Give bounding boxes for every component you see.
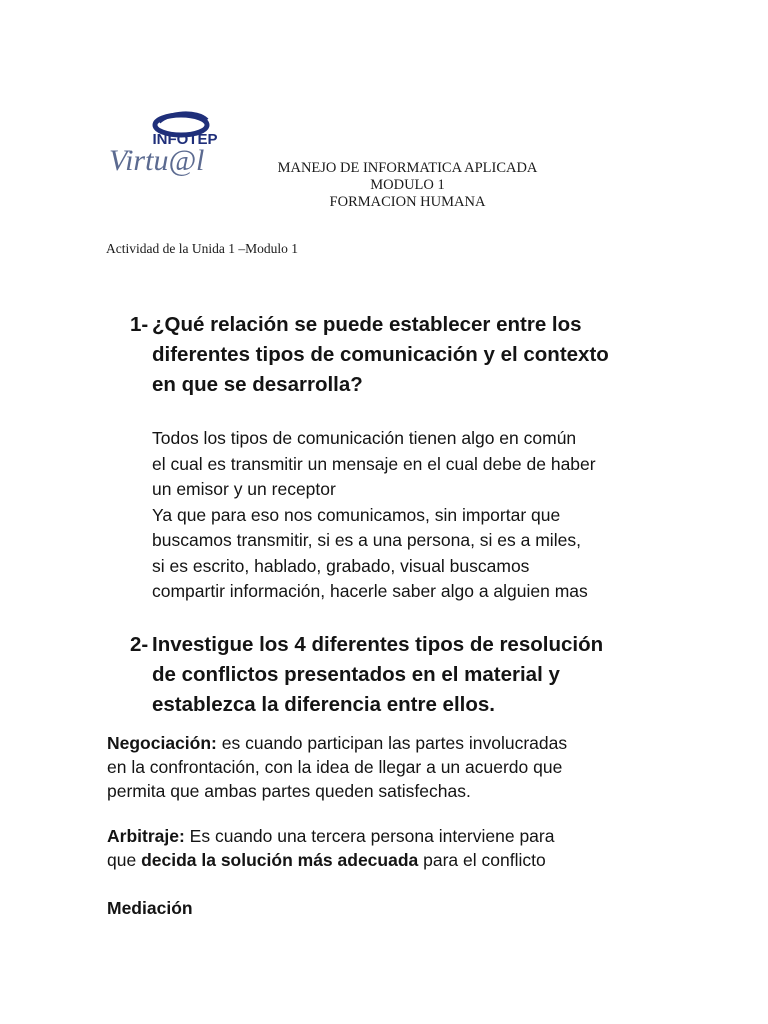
- answer-1-line: Ya que para eso nos comunicamos, sin importar que: [152, 504, 561, 525]
- arbitraje-text-pre: que: [107, 850, 142, 870]
- answer-1-line: buscamos transmitir, si es a una persona, si es a miles,: [152, 530, 581, 550]
- negociacion-line-1: [107, 731, 687, 755]
- header-course-title: MANEJO DE INFORMATICA APLICADA: [277, 160, 538, 176]
- question-2-line: Investigue los 4 diferentes tipos de resolución: [152, 633, 604, 656]
- negociacion-line-3: permita que ambas partes queden satisfechas.: [107, 781, 471, 801]
- arbitraje-line-2: [107, 848, 687, 872]
- question-2-number: 2-: [130, 633, 149, 656]
- negociacion-term: Negociación:: [107, 733, 217, 753]
- mediacion-definition: [107, 896, 687, 920]
- answer-1-line: compartir información, hacerle saber algo a alguien mas: [152, 581, 588, 601]
- arbitraje-line-1: [107, 824, 687, 848]
- answer-1-line: Todos los tipos de comunicación tienen algo en común: [152, 428, 577, 448]
- arbitraje-definition: [107, 824, 687, 872]
- question-2-line: establezca la diferencia entre ellos.: [152, 693, 495, 716]
- question-2-line: de conflictos presentados en el material y: [152, 663, 560, 686]
- negociacion-line-2: en la confrontación, con la idea de llegar a un acuerdo que: [107, 757, 563, 777]
- mediacion-term: Mediación: [107, 898, 193, 918]
- question-2: [130, 630, 690, 720]
- question-1-line: en que se desarrolla?: [152, 373, 363, 396]
- arbitraje-emphasis: decida la solución más adecuada: [141, 850, 419, 870]
- negociacion-text: es cuando participan las partes involucradas: [216, 733, 568, 753]
- question-1-number: 1-: [130, 313, 149, 336]
- answer-1-line: un emisor y un receptor: [152, 479, 336, 499]
- arbitraje-text-post: para el conflicto: [418, 850, 546, 870]
- arbitraje-term: Arbitraje:: [107, 826, 185, 846]
- activity-title: Actividad de la Unida 1 –Modulo 1: [106, 241, 298, 256]
- question-1: [130, 310, 690, 400]
- document-header: [200, 160, 615, 211]
- logo-brand-bottom: Virtu@l: [109, 144, 205, 177]
- question-1-line: ¿Qué relación se puede establecer entre los: [152, 313, 582, 336]
- question-1-line: diferentes tipos de comunicación y el contexto: [152, 343, 609, 366]
- logo-brand-top: INFOTEP: [152, 131, 218, 148]
- header-subject: FORMACION HUMANA: [329, 194, 486, 210]
- answer-1-line: el cual es transmitir un mensaje en el cual debe de haber: [152, 453, 596, 474]
- answer-1: [152, 426, 712, 605]
- arbitraje-text: Es cuando una tercera persona interviene para: [184, 826, 555, 846]
- header-module: MODULO 1: [370, 177, 445, 193]
- negociacion-definition: [107, 731, 687, 803]
- answer-1-line: si es escrito, hablado, grabado, visual buscamos: [152, 555, 530, 576]
